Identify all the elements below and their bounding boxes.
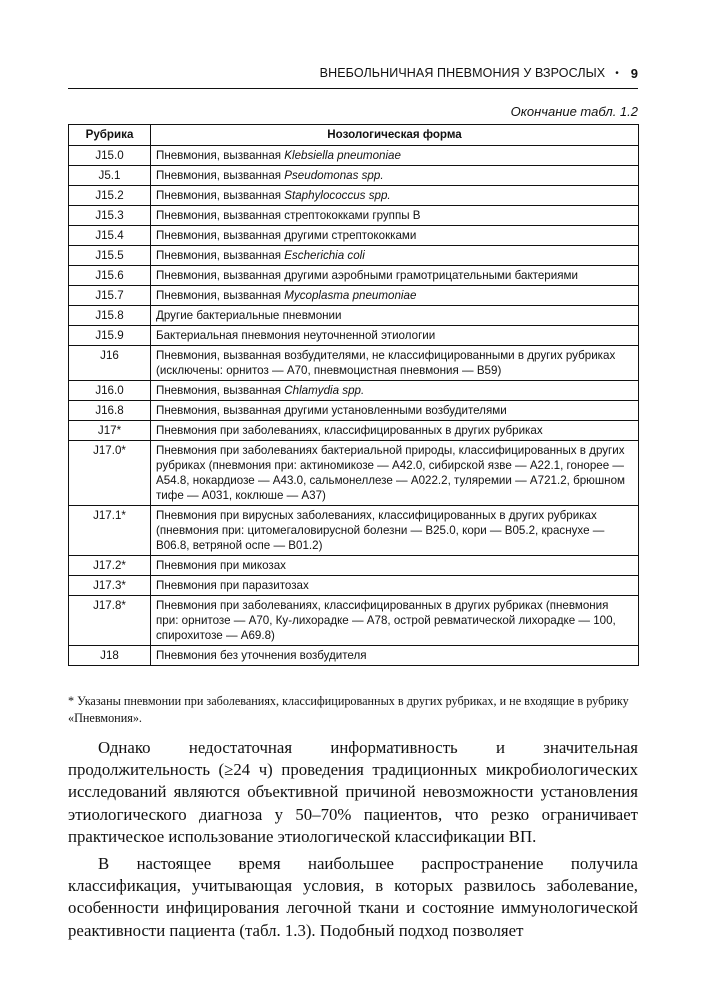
table-row bbox=[69, 186, 639, 206]
header-bullet: • bbox=[615, 67, 619, 79]
row-code: J15.6 bbox=[69, 266, 151, 286]
row-form bbox=[151, 401, 639, 421]
row-form bbox=[151, 646, 639, 666]
row-form-text: Пневмония, вызванная bbox=[156, 149, 282, 162]
row-form bbox=[151, 346, 639, 381]
running-header-title: ВНЕБОЛЬНИЧНАЯ ПНЕВМОНИЯ У ВЗРОСЛЫХ bbox=[319, 66, 606, 80]
table-row bbox=[69, 286, 639, 306]
row-code: J18 bbox=[69, 646, 151, 666]
row-form bbox=[151, 421, 639, 441]
table-body bbox=[69, 146, 639, 666]
row-form-text: Пневмония, вызванная стрептококками группы B bbox=[156, 209, 421, 222]
table-row bbox=[69, 401, 639, 421]
paragraph: В настоящее время наибольшее распространение получила классификация, учитывающая условия, в которых развилось заболевание, особенности инфицирования легочной ткани и состояние иммунологической реактивности пациента (табл. 1.3). Подобный подход позволяет bbox=[68, 854, 638, 940]
body-text bbox=[68, 737, 638, 942]
row-organism: Mycoplasma pneumoniae bbox=[284, 289, 417, 302]
row-form-text: Пневмония при заболеваниях бактериальной природы, классифицированных в других рубриках (пневмония при: актиномикозе — A42.0, сибирской язве — A22.1, гонорее — A54.8, нокардиозе — A43.0, сальмонеллезе — A022.2, туляремии — A721.2, брюшном тифе — A031, коклюше — A37) bbox=[156, 444, 626, 502]
row-form bbox=[151, 306, 639, 326]
table-row bbox=[69, 421, 639, 441]
row-form bbox=[151, 166, 639, 186]
row-organism: Chlamydia spp. bbox=[284, 384, 365, 397]
running-header bbox=[68, 62, 638, 84]
table-row bbox=[69, 381, 639, 401]
row-code: J15.7 bbox=[69, 286, 151, 306]
column-header-code: Рубрика bbox=[69, 125, 151, 146]
table-row bbox=[69, 556, 639, 576]
row-code: J5.1 bbox=[69, 166, 151, 186]
row-form bbox=[151, 226, 639, 246]
table-row bbox=[69, 306, 639, 326]
row-code: J16 bbox=[69, 346, 151, 381]
row-form-text: Пневмония, вызванная bbox=[156, 169, 282, 182]
row-form bbox=[151, 246, 639, 266]
header-rule bbox=[68, 88, 638, 89]
row-form bbox=[151, 381, 639, 401]
row-organism: Pseudomonas spp. bbox=[284, 169, 384, 182]
table-row bbox=[69, 166, 639, 186]
row-code: J16.8 bbox=[69, 401, 151, 421]
row-form bbox=[151, 441, 639, 506]
row-form-text: Пневмония при микозах bbox=[156, 559, 286, 572]
row-form bbox=[151, 266, 639, 286]
row-form-text: Пневмония, вызванная bbox=[156, 189, 282, 202]
table-row bbox=[69, 266, 639, 286]
row-form-text: Пневмония, вызванная bbox=[156, 384, 282, 397]
column-header-form: Нозологическая форма bbox=[151, 125, 639, 146]
row-code: J17.1* bbox=[69, 506, 151, 556]
row-code: J17.2* bbox=[69, 556, 151, 576]
row-code: J16.0 bbox=[69, 381, 151, 401]
table-row bbox=[69, 576, 639, 596]
row-code: J15.5 bbox=[69, 246, 151, 266]
row-code: J17* bbox=[69, 421, 151, 441]
row-form bbox=[151, 286, 639, 306]
row-form-text: Пневмония, вызванная возбудителями, не классифицированными в других рубриках (исключены: орнитоз — A70, пневмоцистная пневмония — B59) bbox=[156, 349, 616, 377]
table-row bbox=[69, 206, 639, 226]
row-form-text: Пневмония при заболеваниях, классифицированных в других рубриках (пневмония при: орнитозе — A70, Ку-лихорадке — A78, острой ревматической лихорадке — 100, спирохитозе — A69.8) bbox=[156, 599, 616, 642]
row-form-text: Пневмония, вызванная bbox=[156, 289, 282, 302]
table-row bbox=[69, 346, 639, 381]
row-form-text: Другие бактериальные пневмонии bbox=[156, 309, 342, 322]
table-row bbox=[69, 226, 639, 246]
row-form bbox=[151, 556, 639, 576]
table-row bbox=[69, 506, 639, 556]
row-form bbox=[151, 506, 639, 556]
row-code: J15.3 bbox=[69, 206, 151, 226]
row-form-text: Пневмония при вирусных заболеваниях, классифицированных в других рубриках (пневмония при: цитомегаловирусной болезни — B25.0, кори — B05.2, краснухе — B06.8, ветряной оспе — B01.2) bbox=[156, 509, 605, 552]
table-footnote: * Указаны пневмонии при заболеваниях, классифицированных в других рубриках, и не входящие в рубрику «Пневмония». bbox=[68, 694, 629, 725]
row-form-text: Пневмония без уточнения возбудителя bbox=[156, 649, 367, 662]
row-organism: Escherichia coli bbox=[284, 249, 365, 262]
page-number: 9 bbox=[630, 65, 638, 81]
row-code: J17.0* bbox=[69, 441, 151, 506]
row-code: J15.2 bbox=[69, 186, 151, 206]
table-row bbox=[69, 441, 639, 506]
row-form bbox=[151, 326, 639, 346]
table-row bbox=[69, 146, 639, 166]
table-caption: Окончание табл. 1.2 bbox=[510, 104, 638, 119]
row-form-text: Пневмония, вызванная другими аэробными грамотрицательными бактериями bbox=[156, 269, 578, 282]
row-form-text: Пневмония, вызванная bbox=[156, 249, 282, 262]
table-row bbox=[69, 326, 639, 346]
row-code: J17.3* bbox=[69, 576, 151, 596]
table-row bbox=[69, 246, 639, 266]
row-form-text: Пневмония, вызванная другими установленными возбудителями bbox=[156, 404, 507, 417]
table-row bbox=[69, 646, 639, 666]
row-code: J15.0 bbox=[69, 146, 151, 166]
table-header-row bbox=[69, 125, 639, 146]
icd-table bbox=[68, 124, 639, 666]
row-form-text: Пневмония при заболеваниях, классифицированных в других рубриках bbox=[156, 424, 543, 437]
row-form-text: Пневмония при паразитозах bbox=[156, 579, 309, 592]
row-form bbox=[151, 146, 639, 166]
row-form-text: Бактериальная пневмония неуточненной этиологии bbox=[156, 329, 436, 342]
row-code: J15.4 bbox=[69, 226, 151, 246]
row-form bbox=[151, 186, 639, 206]
row-form bbox=[151, 596, 639, 646]
row-form bbox=[151, 576, 639, 596]
row-form bbox=[151, 206, 639, 226]
table-row bbox=[69, 596, 639, 646]
paragraph: Однако недостаточная информативность и значительная продолжительность (≥24 ч) проведения традиционных микробиологических исследований являются объективной причиной невозможности установления этиологического диагноза у 50–70% пациентов, что резко ограничивает практическое использование этиологической классификации ВП. bbox=[68, 738, 638, 846]
row-form-text: Пневмония, вызванная другими стрептококками bbox=[156, 229, 417, 242]
row-code: J17.8* bbox=[69, 596, 151, 646]
row-organism: Staphylococcus spp. bbox=[284, 189, 391, 202]
row-organism: Klebsiella pneumoniae bbox=[284, 149, 401, 162]
row-code: J15.8 bbox=[69, 306, 151, 326]
row-code: J15.9 bbox=[69, 326, 151, 346]
